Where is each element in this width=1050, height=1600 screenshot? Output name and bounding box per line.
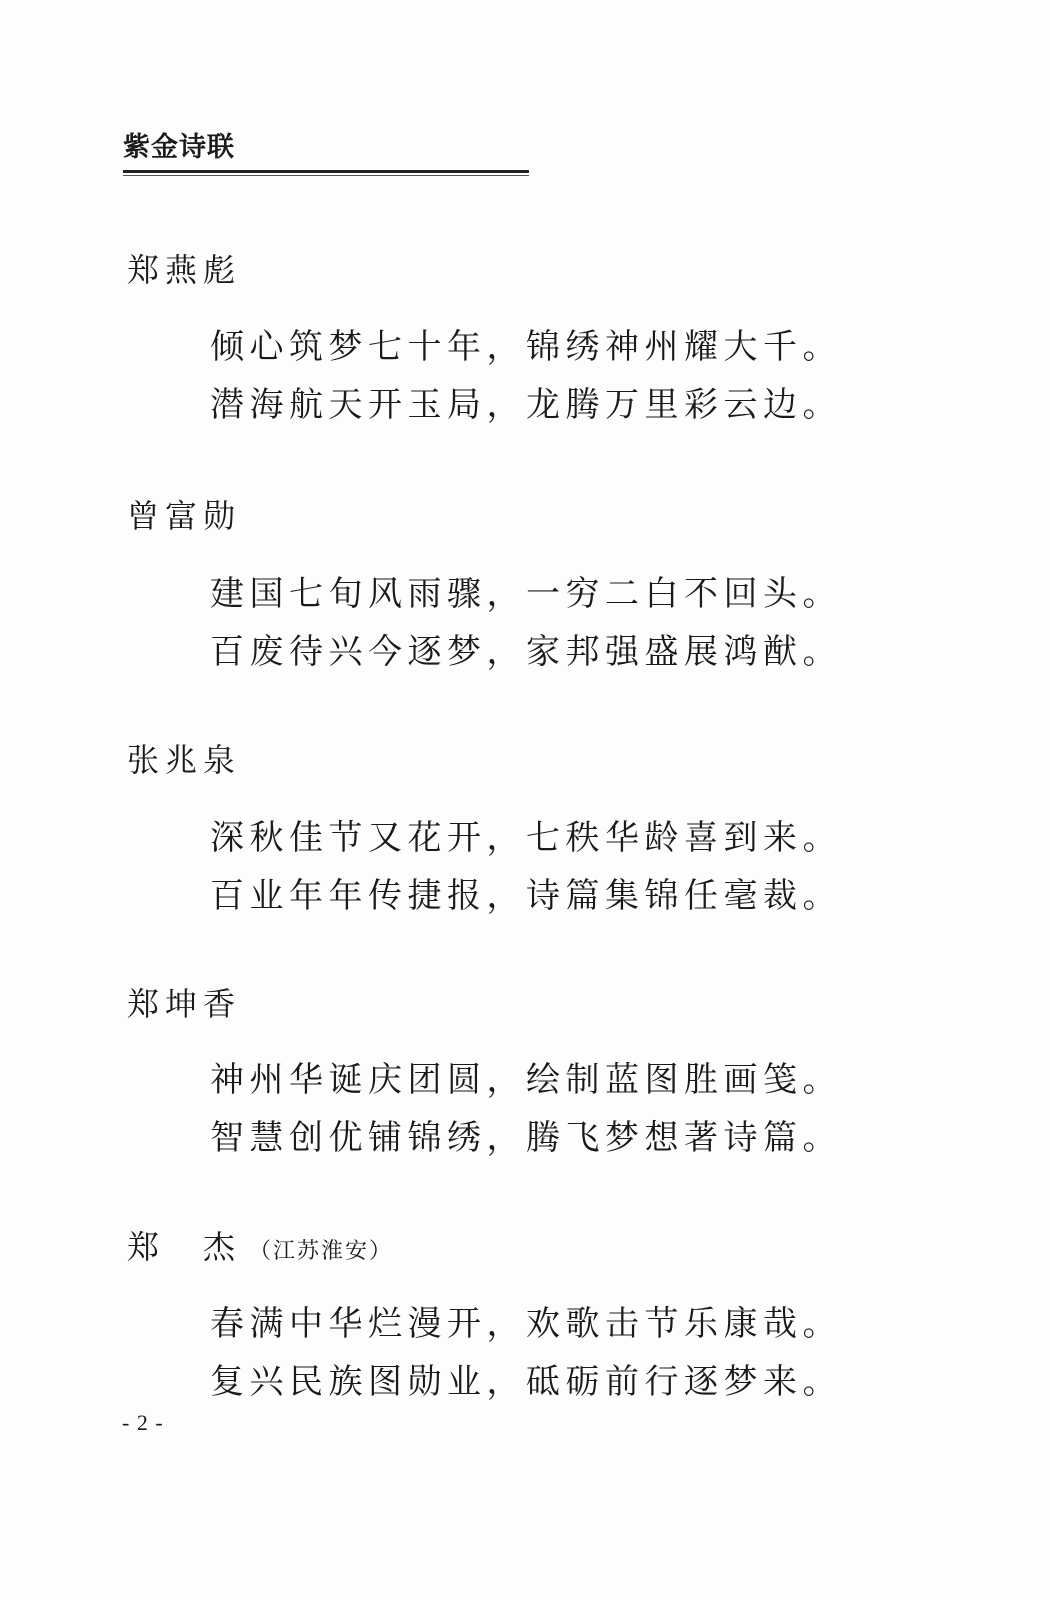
poem-line: 建国七旬风雨骤，一穷二白不回头。 bbox=[210, 574, 842, 614]
author-name: 张兆泉 bbox=[127, 741, 242, 779]
poem-line: 智慧创优铺锦绣，腾飞梦想著诗篇。 bbox=[210, 1118, 842, 1158]
poem-line: 百业年年传捷报，诗篇集锦任毫裁。 bbox=[210, 876, 842, 916]
author-note: （江苏淮安） bbox=[249, 1239, 394, 1264]
page-number: - 2 - bbox=[122, 1410, 164, 1435]
poem-author bbox=[127, 984, 241, 1024]
poem-line: 复兴民族图勋业，砥砺前行逐梦来。 bbox=[210, 1362, 842, 1402]
poem-line: 倾心筑梦七十年，锦绣神州耀大千。 bbox=[210, 327, 842, 367]
poem-line: 潜海航天开玉局，龙腾万里彩云边。 bbox=[210, 385, 842, 425]
header-rule bbox=[123, 170, 529, 173]
author-name: 郑燕彪 bbox=[127, 251, 242, 289]
header-rule-thin bbox=[123, 175, 529, 176]
poem-line: 神州华诞庆团圆，绘制蓝图胜画笺。 bbox=[210, 1060, 842, 1100]
journal-title: 紫金诗联 bbox=[123, 132, 235, 163]
poem-author bbox=[127, 250, 241, 290]
poem-author bbox=[127, 740, 241, 780]
poem-line: 百废待兴今逐梦，家邦强盛展鸿猷。 bbox=[210, 632, 842, 672]
author-name: 郑坤香 bbox=[127, 985, 242, 1023]
page-header bbox=[123, 130, 529, 176]
poem-line: 深秋佳节又花开，七秩华龄喜到来。 bbox=[210, 818, 842, 858]
author-name: 曾富勋 bbox=[127, 497, 242, 535]
poem-line: 春满中华烂漫开，欢歌击节乐康哉。 bbox=[210, 1304, 842, 1344]
author-name: 郑 杰 bbox=[127, 1228, 242, 1266]
poem-author bbox=[127, 496, 241, 536]
poem-author bbox=[127, 1227, 393, 1272]
